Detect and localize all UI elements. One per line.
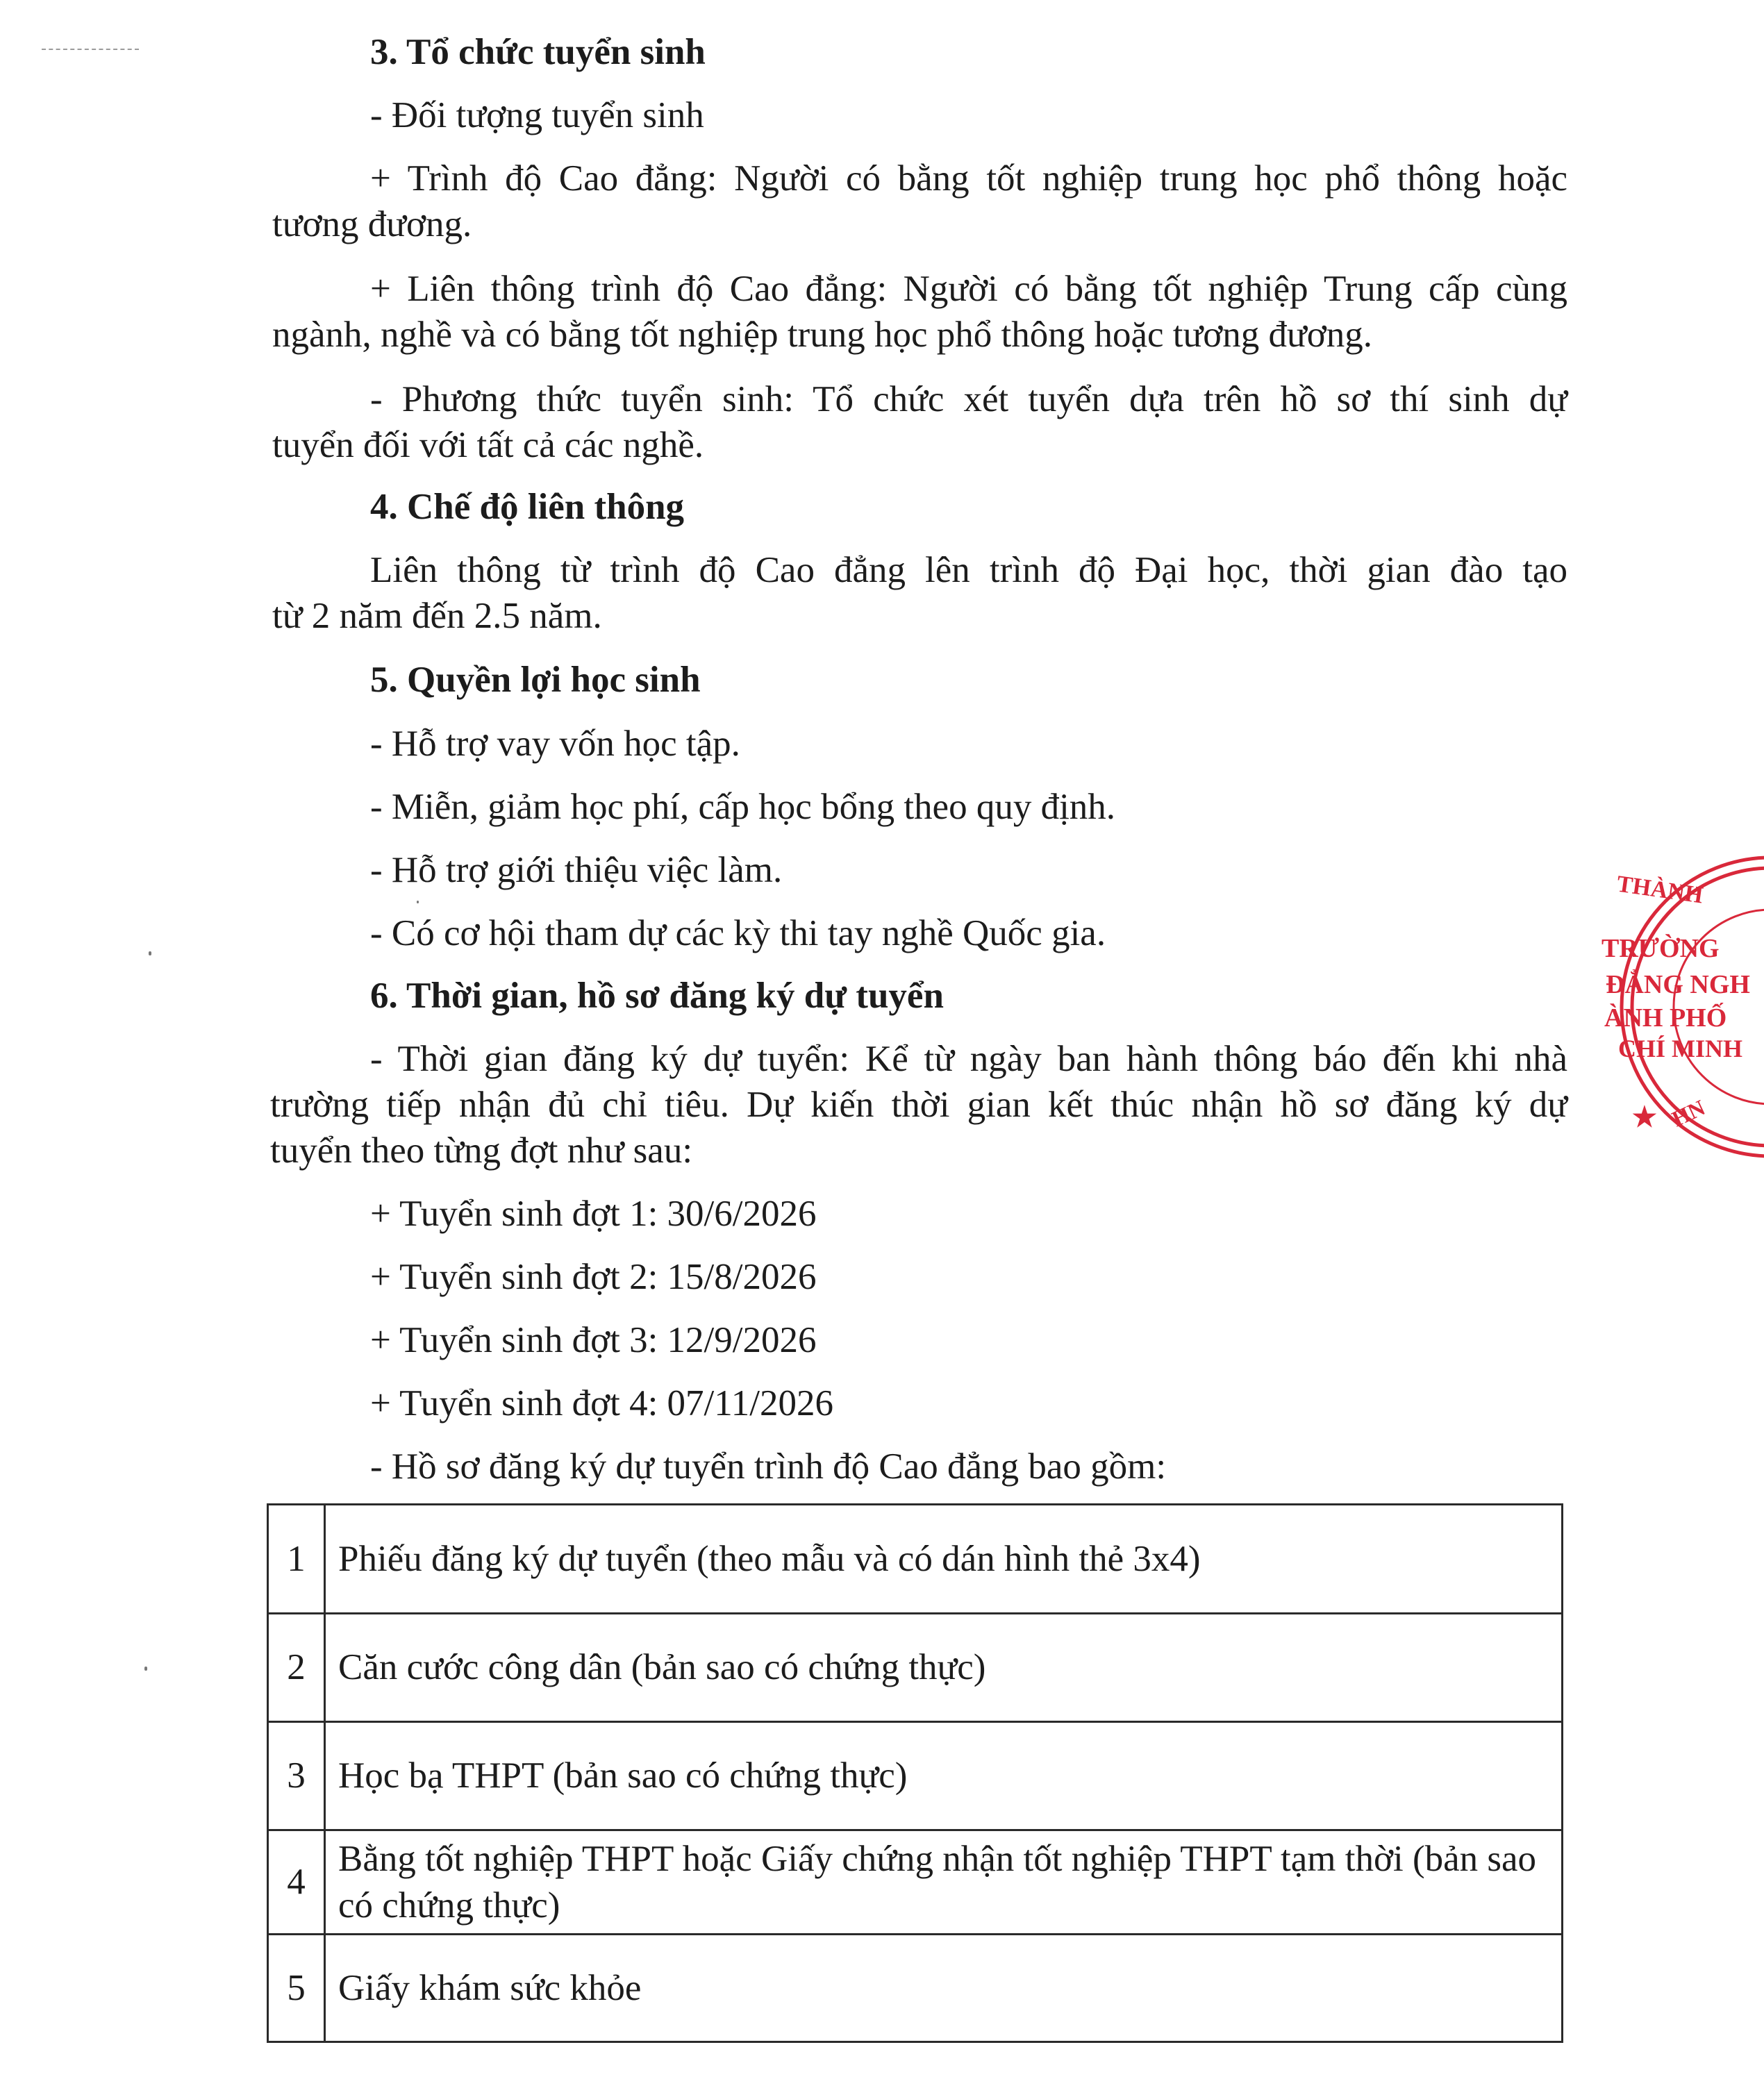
college-line-2: tương đương. <box>272 204 472 244</box>
official-seal-stamp <box>1597 854 1764 1160</box>
row-text: Học bạ THPT (bản sao có chứng thực) <box>325 1722 1563 1830</box>
scan-speck <box>149 951 151 955</box>
seal-star-icon: ★ <box>1632 1101 1657 1133</box>
seal-bottom-text: HN <box>1667 1094 1709 1132</box>
target-label: - Đối tượng tuyển sinh <box>370 95 704 135</box>
row-number: 4 <box>268 1830 325 1935</box>
row-text: Giấy khám sức khỏe <box>325 1935 1563 2042</box>
table-row <box>268 1722 1563 1830</box>
benefit-item: - Miễn, giảm học phí, cấp học bổng theo quy định. <box>370 787 1116 827</box>
scan-speck <box>417 901 419 903</box>
transfer-line-2: ngành, nghề và có bằng tốt nghiệp trung học phổ thông hoặc tương đương. <box>272 315 1372 355</box>
benefit-item: - Có cơ hội tham dự các kỳ thi tay nghề Quốc gia. <box>370 913 1106 953</box>
table-row <box>268 1935 1563 2042</box>
round-item: + Tuyển sinh đợt 4: 07/11/2026 <box>370 1383 834 1423</box>
round-item: + Tuyển sinh đợt 1: 30/6/2026 <box>370 1194 817 1234</box>
round-item: + Tuyển sinh đợt 2: 15/8/2026 <box>370 1257 817 1297</box>
college-line-1: + Trình độ Cao đẳng: Người có bằng tốt nghiệp trung học phổ thông hoặc <box>370 158 1567 199</box>
section-4-heading: 4. Chế độ liên thông <box>370 487 685 527</box>
registration-time-line-3: tuyển theo từng đợt như sau: <box>270 1130 693 1171</box>
transfer-line-1: + Liên thông trình độ Cao đẳng: Người có bằng tốt nghiệp Trung cấp cùng <box>370 269 1567 309</box>
seal-line: TRƯỜNG <box>1601 934 1720 963</box>
section-3-heading: 3. Tổ chức tuyển sinh <box>370 32 706 72</box>
documents-table <box>267 1503 1563 2043</box>
round-item: + Tuyển sinh đợt 3: 12/9/2026 <box>370 1320 817 1360</box>
transfer-policy-line-1: Liên thông từ trình độ Cao đẳng lên trình độ Đại học, thời gian đào tạo <box>370 550 1567 590</box>
table-row <box>268 1830 1563 1935</box>
registration-time-line-2: trường tiếp nhận đủ chỉ tiêu. Dự kiến thời gian kết thúc nhận hồ sơ đăng ký dự <box>270 1085 1567 1125</box>
registration-time-line-1: - Thời gian đăng ký dự tuyển: Kể từ ngày ban hành thông báo đến khi nhà <box>370 1039 1567 1079</box>
row-text: Căn cước công dân (bản sao có chứng thực) <box>325 1614 1563 1722</box>
seal-line: CHÍ MINH <box>1618 1035 1742 1062</box>
documents-intro: - Hồ sơ đăng ký dự tuyển trình độ Cao đẳng bao gồm: <box>370 1446 1167 1487</box>
row-text: Phiếu đăng ký dự tuyển (theo mẫu và có dán hình thẻ 3x4) <box>325 1505 1563 1614</box>
method-line-2: tuyển đối với tất cả các nghề. <box>272 425 704 465</box>
seal-line: ĐẲNG NGH <box>1606 970 1750 999</box>
row-number: 2 <box>268 1614 325 1722</box>
row-number: 3 <box>268 1722 325 1830</box>
table-row <box>268 1614 1563 1722</box>
table-row <box>268 1505 1563 1614</box>
benefit-item: - Hỗ trợ giới thiệu việc làm. <box>370 850 783 890</box>
row-number: 5 <box>268 1935 325 2042</box>
scan-speck <box>144 1667 147 1671</box>
benefit-item: - Hỗ trợ vay vốn học tập. <box>370 724 740 764</box>
section-5-heading: 5. Quyền lợi học sinh <box>370 660 701 700</box>
seal-line: ÀNH PHỐ <box>1604 1003 1727 1033</box>
row-number: 1 <box>268 1505 325 1614</box>
section-6-heading: 6. Thời gian, hồ sơ đăng ký dự tuyển <box>370 976 944 1016</box>
transfer-policy-line-2: từ 2 năm đến 2.5 năm. <box>272 596 602 636</box>
method-line-1: - Phương thức tuyển sinh: Tổ chức xét tuyển dựa trên hồ sơ thí sinh dự <box>370 379 1567 419</box>
margin-dash-mark <box>42 49 139 50</box>
row-text: Bằng tốt nghiệp THPT hoặc Giấy chứng nhận tốt nghiệp THPT tạm thời (bản sao có chứng thực) <box>325 1830 1563 1935</box>
seal-top-text: THÀNH <box>1615 871 1705 909</box>
